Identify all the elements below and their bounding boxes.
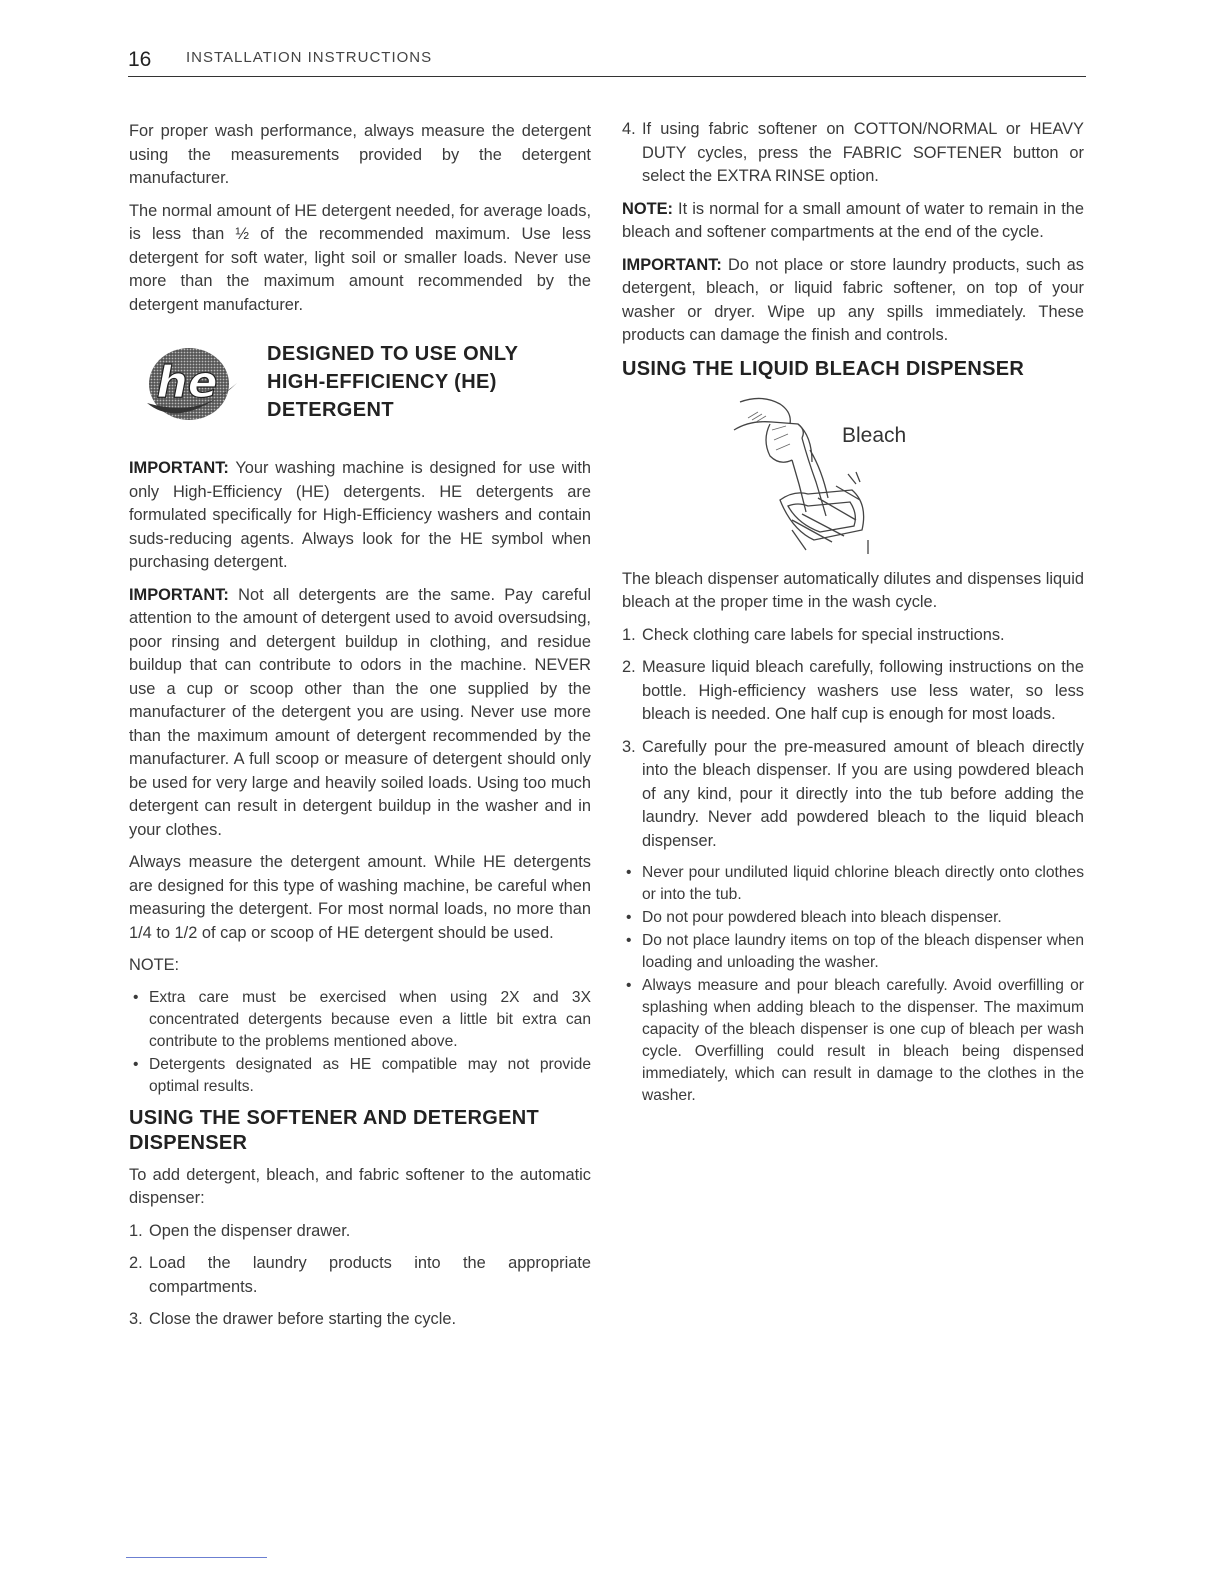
list-item: • Detergents designated as HE compatible may not provide optimal results.: [129, 1054, 591, 1098]
he-heading: [267, 340, 518, 424]
list-item: 1. Check clothing care labels for special instructions.: [622, 625, 1005, 644]
list-item: • Extra care must be exercised when using 2X and 3X concentrated detergents because even a little bit extra can contribute to the problems mentioned above.: [129, 987, 591, 1053]
important-label: IMPORTANT:: [622, 255, 722, 274]
left-column: [129, 120, 591, 1341]
list-item: • Never pour undiluted liquid chlorine bleach directly onto clothes or into the tub.: [622, 862, 1084, 906]
footer-rule: [126, 1557, 267, 1558]
paragraph-measure: For proper wash performance, always measure the detergent using the measurements provided by the detergent manufacturer.: [129, 122, 591, 187]
bleach-heading: USING THE LIQUID BLEACH DISPENSER: [622, 357, 1025, 380]
he-logo-text: he: [156, 357, 218, 408]
list-item: 1. Open the dispenser drawer.: [129, 1221, 351, 1240]
important-text: Do not place or store laundry products, such as detergent, bleach, or liquid fabric softener, on top of your washer or dryer. Wipe up any spills immediately. These products can damage the finish and controls.: [622, 255, 1084, 344]
softener-steps-continued: [622, 118, 1084, 189]
list-item: 2. Measure liquid bleach carefully, following instructions on the bottle. High-efficiency washers use less water, so less bleach is needed. One half cup is enough for most loads.: [622, 658, 1084, 723]
bleach-pouring-illustration: [732, 390, 892, 560]
important-label: IMPORTANT:: [129, 585, 229, 604]
important-text: Not all detergents are the same. Pay careful attention to the amount of detergent used to avoid oversudsing, poor rinsing and detergent buildup in clothing, and residue buildup that can contribute to odors in the machine. NEVER use a cup or scoop other than the one supplied by the manufacturer of the detergent you are using. Never use more than the maximum amount of detergent recommended by the manufacturer. A full scoop or measure of detergent should only be used for very large and heavily soiled loads. Using too much detergent can result in detergent buildup in the washer and in your clothes.: [129, 585, 591, 839]
note-text: It is normal for a small amount of water to remain in the bleach and softener compartments at the end of the cycle.: [622, 199, 1084, 241]
he-heading-line: DESIGNED TO USE ONLY: [267, 343, 519, 365]
section-title: INSTALLATION INSTRUCTIONS: [186, 49, 433, 66]
important-text: Your washing machine is designed for use with only High-Efficiency (HE) detergents. HE detergents are formulated specifically for High-Efficiency washers and contain suds-reducing agents. Always look for the HE symbol when purchasing detergent.: [129, 459, 591, 571]
page-number: 16: [128, 48, 152, 71]
he-heading-line: HIGH-EFFICIENCY (HE): [267, 371, 497, 393]
paragraph-important-storage: [622, 254, 1084, 348]
list-item: • Do not place laundry items on top of the bleach dispenser when loading and unloading the washer.: [622, 930, 1084, 974]
list-item: 3. Carefully pour the pre-measured amount of bleach directly into the bleach dispenser. If you are using powdered bleach of any kind, pour it directly into the tub before adding the laundry. Never add powdered bleach to the liquid bleach dispenser.: [622, 737, 1084, 850]
important-label: IMPORTANT:: [129, 459, 229, 477]
list-item: 3. Close the drawer before starting the cycle.: [129, 1310, 457, 1328]
he-callout: [129, 339, 591, 425]
paragraph-note: [622, 198, 1084, 245]
paragraph-softener-intro: To add detergent, bleach, and fabric softener to the automatic dispenser:: [129, 1165, 591, 1207]
bleach-figure-label: Bleach: [842, 423, 907, 447]
list-item: • Always measure and pour bleach carefully. Avoid overfilling or splashing when adding bleach to the dispenser. The maximum capacity of the bleach dispenser is one cup of bleach per wash cycle. Overfilling could result in bleach being dispensed immediately, which can result in damage to the clothes in the washer.: [622, 975, 1084, 1107]
softener-heading: USING THE SOFTENER AND DETERGENT DISPENSER: [129, 1106, 539, 1154]
page-header: [128, 44, 1086, 77]
he-heading-line: DETERGENT: [267, 399, 394, 421]
list-item: • Do not pour powdered bleach into bleach dispenser.: [622, 907, 1084, 929]
right-column: [622, 118, 1084, 1115]
list-item: 4. If using fabric softener on COTTON/NORMAL or HEAVY DUTY cycles, press the FABRIC SOFTENER button or select the EXTRA RINSE option.: [622, 120, 1084, 185]
bleach-steps: [622, 624, 1084, 854]
paragraph-always-measure: Always measure the detergent amount. While HE detergents are designed for this type of washing machine, be careful when measuring the detergent. For most normal loads, no more than 1/4 to 1/2 of cap or scoop of HE detergent should be used.: [129, 853, 591, 942]
list-item: 2. Load the laundry products into the appropriate compartments.: [129, 1254, 591, 1296]
paragraph-normal-amount: The normal amount of HE detergent needed, for average loads, is less than ½ of the recommended maximum. Use less detergent for soft water, light soil or smaller loads. Never use more than the maximum amount recommended by the detergent manufacturer.: [129, 201, 591, 314]
note-label: NOTE:: [129, 956, 180, 974]
note-list: [129, 987, 591, 1098]
softener-steps: [129, 1220, 591, 1332]
he-logo-icon: [141, 339, 241, 425]
paragraph-important-detergents: [129, 584, 591, 843]
paragraph-important-he: [129, 457, 591, 575]
note-label: NOTE:: [622, 199, 673, 218]
bleach-figure: [622, 390, 1084, 560]
bleach-warnings: [622, 862, 1084, 1107]
paragraph-bleach-intro: The bleach dispenser automatically dilutes and dispenses liquid bleach at the proper time in the wash cycle.: [622, 569, 1084, 611]
